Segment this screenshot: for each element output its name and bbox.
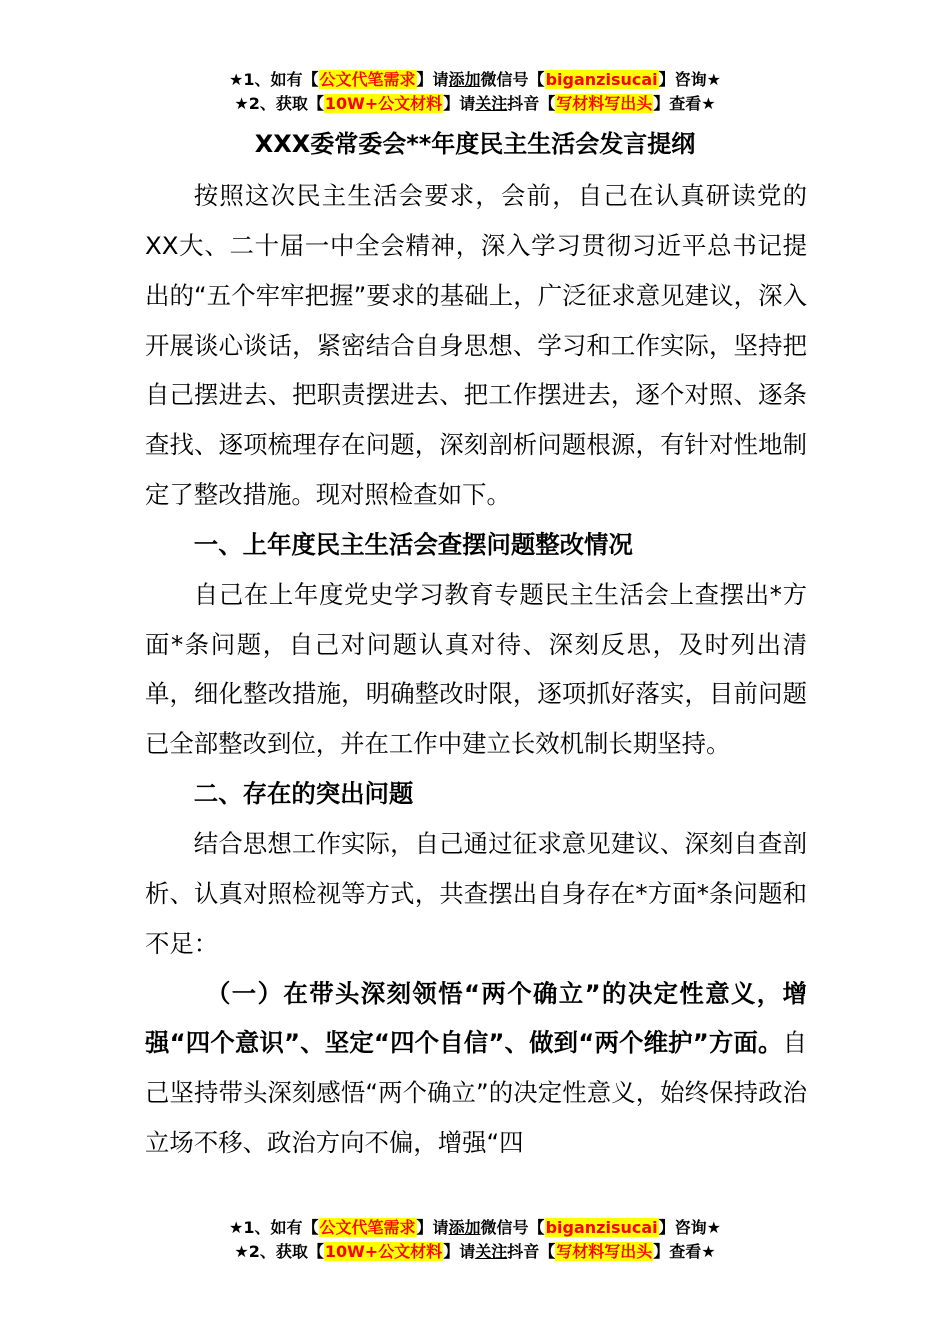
banner-text: 】请 [416, 70, 449, 89]
banner-text: ★2、获取【 [234, 94, 324, 113]
document-body [145, 171, 807, 1168]
banner-text: ★1、如有【 [229, 1218, 319, 1237]
header-banner [0, 68, 950, 116]
banner-line-1 [0, 68, 950, 92]
banner-highlight: 10W+公文材料 [324, 1242, 443, 1261]
banner-highlight: 写材料写出头 [556, 1242, 653, 1261]
subsection-1-paragraph [145, 969, 807, 1168]
banner-text: 抖音【 [507, 1242, 556, 1261]
banner-line-2 [0, 1240, 950, 1264]
subsection-1-heading: （一）在带头深刻领悟“两个确立”的决定性意义，增强“四个意识”、坚定“四个自信”、做到“两个维护”方面。 [145, 978, 807, 1058]
subsection-1-text: 自己坚持带头深刻感悟“两个确立”的决定性意义，始终保持政治立场不移、政治方向不偏，增强“四 [145, 1028, 807, 1158]
banner-text: 抖音【 [507, 94, 556, 113]
banner-underlined: 添加 [448, 1218, 481, 1237]
banner-text: 】请 [416, 1218, 449, 1237]
footer-banner [0, 1216, 950, 1264]
banner-underlined: 关注 [475, 1242, 508, 1261]
document-title: XXX委常委会**年度民主生活会发言提纲 [254, 130, 696, 158]
banner-highlight: biganzisucai [545, 1218, 658, 1237]
banner-underlined: 添加 [448, 70, 481, 89]
banner-text: ★2、获取【 [234, 1242, 324, 1261]
banner-highlight: biganzisucai [545, 70, 658, 89]
banner-text: 微信号【 [480, 1218, 545, 1237]
section-1-heading: 一、上年度民主生活会查摆问题整改情况 [193, 529, 633, 559]
banner-text: 】咨询★ [658, 70, 721, 89]
banner-line-2 [0, 92, 950, 116]
section-1-paragraph: 自己在上年度党史学习教育专题民主生活会上查摆出*方面*条问题，自己对问题认真对待、深刻反思，及时列出清单，细化整改措施，明确整改时限，逐项抓好落实，目前问题已全部整改到位，并在工作中建立长效机制长期坚持。 [145, 579, 807, 759]
banner-text: ★1、如有【 [229, 70, 319, 89]
section-2-heading: 二、存在的突出问题 [193, 779, 414, 809]
banner-text: 】请 [443, 94, 476, 113]
banner-highlight: 10W+公文材料 [324, 94, 443, 113]
banner-highlight: 公文代笔需求 [319, 1218, 416, 1237]
banner-underlined: 关注 [475, 94, 508, 113]
banner-text: 】查看★ [653, 1242, 716, 1261]
banner-highlight: 写材料写出头 [556, 94, 653, 113]
intro-paragraph: 按照这次民主生活会要求，会前，自己在认真研读党的XX大、二十届一中全会精神，深入学习贯彻习近平总书记提出的“五个牢牢把握”要求的基础上，广泛征求意见建议，深入开展谈心谈话，紧密结合自身思想、学习和工作实际，坚持把自己摆进去、把职责摆进去、把工作摆进去，逐个对照、逐条查找、逐项梳理存在问题，深刻剖析问题根源，有针对性地制定了整改措施。现对照检查如下。 [145, 181, 807, 510]
section-2-paragraph: 结合思想工作实际，自己通过征求意见建议、深刻自查剖析、认真对照检视等方式，共查摆出自身存在*方面*条问题和不足： [145, 828, 807, 958]
banner-text: 微信号【 [480, 70, 545, 89]
banner-text: 】请 [443, 1242, 476, 1261]
banner-highlight: 公文代笔需求 [319, 70, 416, 89]
banner-text: 】咨询★ [658, 1218, 721, 1237]
banner-line-1 [0, 1216, 950, 1240]
banner-text: 】查看★ [653, 94, 716, 113]
